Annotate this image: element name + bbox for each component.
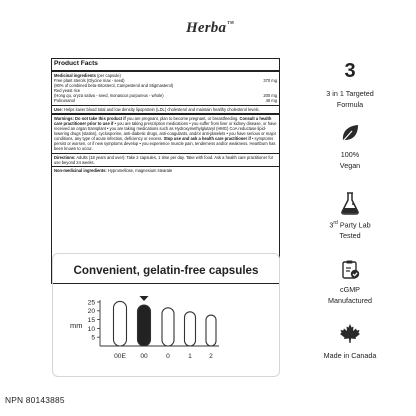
y-tick-label: 10 — [87, 325, 95, 333]
ingredient-row — [54, 98, 277, 103]
capsule-shape — [185, 312, 196, 346]
warning-text: Consult a health care practitioner prior to use if — [54, 116, 272, 126]
ingredient-label: Free plant sterols (Glycine max - seed) — [54, 78, 125, 83]
feature-cgmp — [298, 257, 402, 306]
feature-label: Made in Canada — [323, 351, 377, 360]
capsule-shape — [138, 305, 151, 346]
ingredient-label: Policosanol — [54, 98, 75, 103]
ingredient-name: Red yeast rice — [54, 88, 81, 93]
feature-label: 3 in 1 Targeted — [326, 89, 374, 98]
brand-name: Herba — [186, 20, 227, 36]
feature-label: 100% — [340, 150, 360, 159]
use-text: Helps lower blood total and low density lipoprotein (LDL) cholesterol and maintain healthy cholesterol levels. — [64, 106, 260, 112]
capsule-size-chart — [53, 254, 279, 376]
feature-label: cGMP — [340, 285, 360, 294]
feature-label-number: 3 — [329, 220, 334, 230]
feature-label — [298, 218, 402, 230]
warnings-heading: Warnings: — [54, 116, 74, 121]
capsule-size-label: 00 — [140, 353, 148, 360]
feature-label: Formula — [336, 100, 364, 109]
capsule-shape — [162, 308, 174, 346]
feature-label-suffix: rd — [333, 220, 338, 226]
medicinal-heading: Medicinal ingredients — [54, 73, 96, 78]
warning-text: Stop use and ask a health care practitioner if — [163, 136, 251, 141]
y-tick-label: 20 — [87, 308, 95, 316]
y-tick-label: 25 — [87, 299, 95, 307]
feature-lab-tested — [298, 190, 402, 241]
ingredient-note: (80% of combined beta-Sitosterol, Campesterol and Stigmasterol) — [54, 83, 174, 88]
non-medicinal-section — [52, 167, 279, 175]
feature-label: Manufactured — [328, 296, 372, 305]
non-medicinal-text: Hypromellose, magnesium stearate — [107, 168, 173, 173]
warning-text: • you are taking prescription medications • you suffer from liver or kidney disease, or have received an organ transplant • you are taking medications such as Hydroxymethylglutaryl (HMG) CoA reductase lipid-lowering drugs (statins), cyclosporine, anti-diabetic drugs, anti-coagulants, and/or anti-platelets • you have serious or major conditions, any type of acute infection, deficiency or excess. — [54, 121, 277, 141]
number-three-icon: 3 — [344, 60, 356, 82]
ingredient-amount: 40 mg — [265, 98, 277, 103]
trademark-mark: TM — [227, 20, 235, 25]
use-heading: Use: — [54, 106, 63, 112]
warning-text: you are pregnant, plan to become pregnant, or breastfeeding. — [125, 116, 240, 121]
maple-leaf-icon — [338, 322, 362, 346]
feature-label: Tested — [339, 231, 361, 241]
capsule-card-title: Convenient, gelatin-free capsules — [73, 264, 259, 277]
leaf-icon — [339, 122, 361, 144]
ingredient-amount: 370 mg — [263, 78, 277, 83]
warning-text: • symptoms persist or worsen, or if new symptoms develop • you experience muscle pain, tenderness and/or weakness. Heartburn has been known to occur. — [54, 136, 276, 151]
capsule-size-label: 00E — [114, 353, 126, 360]
directions-text: Adults (18 years and over): Take 2 capsules, 1 time per day. Take with food. Ask a health care practitioner for use beyond 24 weeks. — [54, 154, 274, 165]
flask-icon — [338, 190, 362, 216]
brand-logo — [186, 20, 234, 37]
use-section — [52, 106, 279, 116]
warning-text: Do not take this product if — [75, 116, 126, 121]
capsule-size-card — [52, 253, 280, 377]
capsule-size-label: 2 — [209, 353, 213, 360]
npn-number: NPN 80143885 — [5, 395, 65, 405]
non-medicinal-heading: Non-medicinal ingredients: — [54, 168, 107, 173]
medicinal-heading-note: (per capsule) — [97, 73, 121, 78]
product-facts-panel — [51, 58, 280, 284]
product-facts-title: Product Facts — [52, 59, 279, 72]
selected-indicator-arrow — [140, 296, 149, 301]
axis-unit-label: mm — [70, 321, 83, 330]
capsule-size-label: 1 — [188, 353, 192, 360]
capsule-shape — [206, 315, 216, 346]
feature-label: Vegan — [339, 161, 361, 170]
feature-vegan — [298, 122, 402, 171]
capsule-shape — [114, 301, 127, 346]
clipboard-check-icon — [338, 257, 362, 281]
feature-formula — [298, 60, 402, 110]
directions-section — [52, 154, 279, 168]
directions-heading: Directions: — [54, 154, 76, 160]
ingredient-amount: 200 mg — [263, 93, 277, 98]
warnings-section — [52, 115, 279, 154]
y-tick-label: 15 — [87, 317, 95, 324]
feature-made-in-canada — [298, 322, 402, 361]
capsule-size-label: 0 — [166, 353, 170, 360]
ingredient-label: (Hong qu, oryza sativa - seed, monascus purpureus - whole) — [54, 93, 164, 98]
feature-label-text: Party Lab — [337, 220, 371, 230]
medicinal-ingredients-section — [52, 72, 279, 106]
y-tick-label: 5 — [91, 334, 95, 342]
